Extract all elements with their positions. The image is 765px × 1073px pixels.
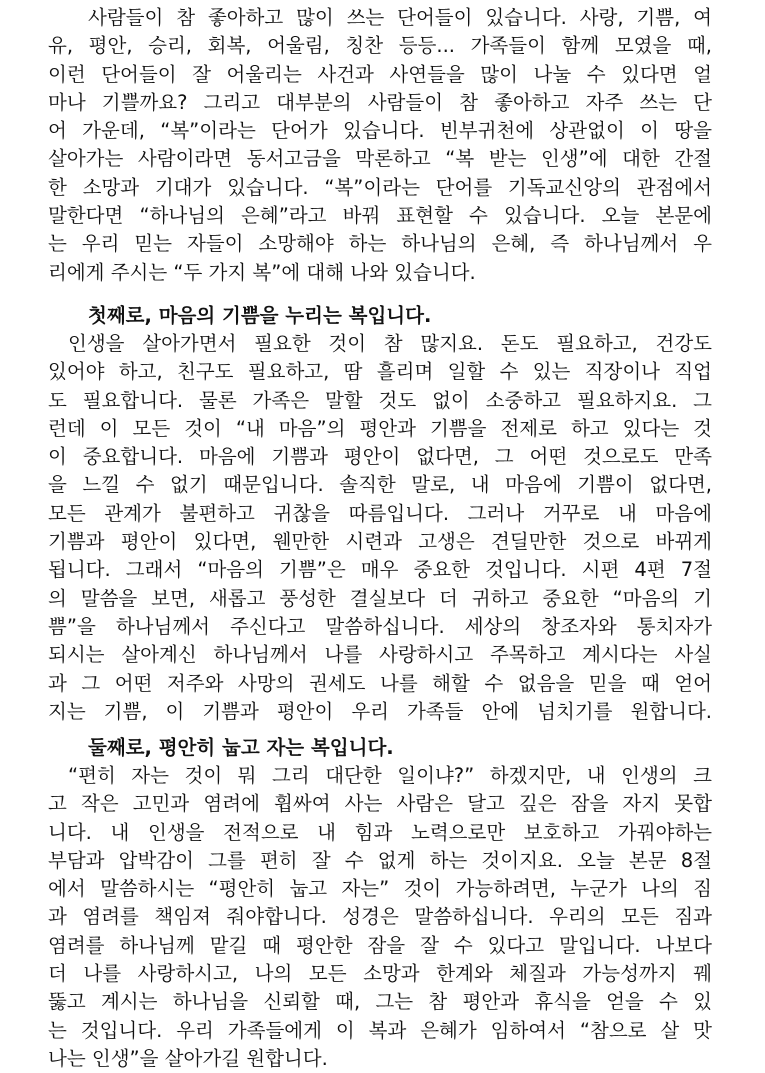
paragraph-line: 이런 단어들이 잘 어울리는 사건과 사연들을 많이 나눌 수 있다면 얼: [48, 62, 712, 86]
paragraph-line: 쁨”을 하나님께서 주신다고 말씀하십니다. 세상의 창조자와 통치자가: [48, 614, 712, 638]
paragraph-line: 인생을 살아가면서 필요한 것이 참 많지요. 돈도 필요하고, 건강도: [68, 332, 712, 355]
section1-heading-block: [48, 302, 712, 330]
paragraph-line: 리에게 주시는 “두 가지 복”에 대해 나와 있습니다.: [48, 260, 476, 284]
paragraph-line: 기쁨과 평안이 있다면, 웬만한 시련과 고생은 견딜만한 것으로 바뀌게: [48, 530, 712, 554]
paragraph-line: 염려를 하나님께 맡길 때 평안한 잠을 잘 수 있다고 말입니다. 나보다: [48, 933, 712, 957]
paragraph-line: 런데 이 모든 것이 “내 마음”의 평안과 기쁨을 전제로 하고 있다는 것: [48, 416, 712, 440]
section1-paragraph: [48, 330, 712, 726]
paragraph-line: “편히 자는 것이 뭐 그리 대단한 일이냐?” 하겠지만, 내 인생의 크: [68, 764, 712, 787]
paragraph-line: 과 그 어떤 저주와 사망의 권세도 나를 해할 수 없음을 믿을 때 얻어: [48, 671, 712, 695]
intro-paragraph: [48, 4, 712, 287]
section2-heading-block: [48, 734, 712, 762]
paragraph-line: 유, 평안, 승리, 회복, 어울림, 칭찬 등등... 가족들이 함께 모였을 때,: [48, 34, 712, 58]
paragraph-line: 이 중요합니다. 마음에 기쁨과 평안이 없다면, 그 어떤 것으로도 만족: [48, 445, 712, 469]
paragraph-line: 더 나를 사랑하시고, 나의 모든 소망과 한계와 체질과 가능성까지 꿰: [48, 962, 712, 986]
paragraph-line: 됩니다. 그래서 “마음의 기쁨”은 매우 중요한 것입니다. 시편 4편 7절: [48, 558, 712, 582]
paragraph-line: 을 느낄 수 없기 때문입니다. 솔직한 말로, 내 마음에 기쁨이 없다면,: [48, 473, 712, 497]
paragraph-line: 사람들이 참 좋아하고 많이 쓰는 단어들이 있습니다. 사랑, 기쁨, 여: [88, 6, 712, 29]
paragraph-line: 의 말씀을 보면, 새롭고 풍성한 결실보다 더 귀하고 중요한 “마음의 기: [48, 586, 712, 610]
paragraph-line: 니다. 내 인생을 전적으로 내 힘과 노력으로만 보호하고 가꿔야하는: [48, 820, 712, 844]
section2-paragraph: [48, 762, 712, 1073]
paragraph-line: 모든 관계가 불편하고 귀찮을 따름입니다. 그러나 거꾸로 내 마음에: [48, 501, 712, 525]
paragraph-line: 에서 말씀하시는 “평안히 눕고 자는” 것이 가능하려면, 누군가 나의 짐: [48, 877, 712, 901]
paragraph-line: 뚫고 계시는 하나님을 신뢰할 때, 그는 참 평안과 휴식을 얻을 수 있: [48, 990, 712, 1014]
paragraph-line: 있어야 하고, 친구도 필요하고, 땀 흘리며 일할 수 있는 직장이나 직업: [48, 360, 712, 384]
paragraph-line: 살아가는 사람이라면 동서고금을 막론하고 “복 받는 인생”에 대한 간절: [48, 147, 712, 171]
paragraph-line: 나는 인생”을 살아가길 원합니다.: [48, 1046, 328, 1070]
paragraph-line: 고 작은 고민과 염려에 휩싸여 사는 사람은 달고 깊은 잠을 자지 못합: [48, 792, 712, 816]
section1-heading: 첫째로, 마음의 기쁨을 누리는 복입니다.: [88, 304, 432, 327]
paragraph-line: 는 우리 믿는 자들이 소망해야 하는 하나님의 은혜, 즉 하나님께서 우: [48, 232, 712, 256]
paragraph-line: 는 것입니다. 우리 가족들에게 이 복과 은혜가 임하여서 “참으로 살 맛: [48, 1018, 712, 1042]
paragraph-line: 한 소망과 기대가 있습니다. “복”이라는 단어를 기독교신앙의 관점에서: [48, 175, 712, 199]
paragraph-line: 마나 기쁠까요? 그리고 대부분의 사람들이 참 좋아하고 자주 쓰는 단: [48, 90, 712, 114]
paragraph-line: 지는 기쁨, 이 기쁨과 평안이 우리 가족들 안에 넘치기를 원합니다.: [48, 699, 712, 723]
paragraph-line: 도 필요합니다. 물론 가족은 말할 것도 없이 소중하고 필요하지요. 그: [48, 388, 712, 412]
paragraph-line: 부담과 압박감이 그를 편히 잘 수 없게 하는 것이지요. 오늘 본문 8절: [48, 848, 712, 872]
paragraph-line: 말한다면 “하나님의 은혜”라고 바꿔 표현할 수 있습니다. 오늘 본문에: [48, 204, 712, 228]
paragraph-line: 어 가운데, “복”이라는 단어가 있습니다. 빈부귀천에 상관없이 이 땅을: [48, 119, 712, 143]
section2-heading: 둘째로, 평안히 눕고 자는 복입니다.: [88, 736, 394, 759]
paragraph-line: 과 염려를 책임져 줘야합니다. 성경은 말씀하십니다. 우리의 모든 짐과: [48, 905, 712, 929]
paragraph-line: 되시는 살아계신 하나님께서 나를 사랑하시고 주목하고 계시다는 사실: [48, 643, 712, 667]
